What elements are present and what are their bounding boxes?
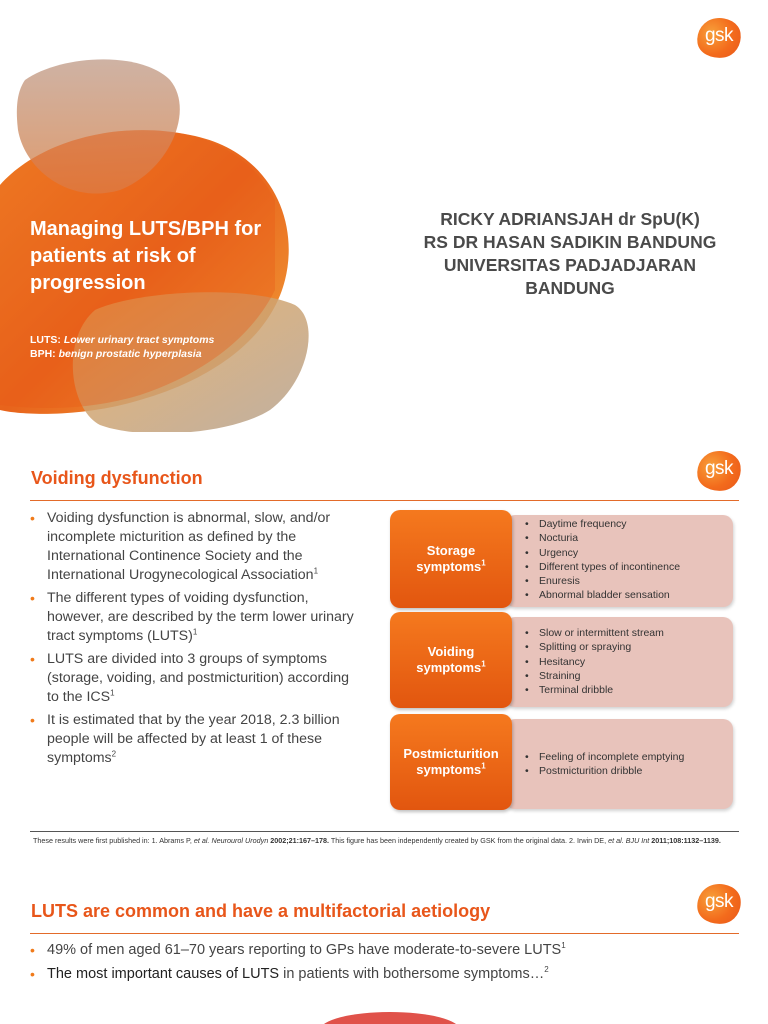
list-item: • Urgency bbox=[525, 546, 680, 560]
title-divider bbox=[30, 500, 739, 501]
title-divider bbox=[30, 933, 739, 934]
list-item: • Straining bbox=[525, 669, 664, 683]
reference-divider bbox=[30, 831, 739, 832]
postmicturition-symptoms-list bbox=[525, 750, 684, 779]
presenter-hospital: RS DR HASAN SADIKIN BANDUNG bbox=[423, 232, 717, 252]
list-item: • Feeling of incomplete emptying bbox=[525, 750, 684, 764]
list-item: • Enuresis bbox=[525, 574, 680, 588]
voiding-symptoms-list bbox=[525, 626, 664, 697]
presenter-city: BANDUNG bbox=[525, 278, 615, 298]
list-item: • Different types of incontinence bbox=[525, 560, 680, 574]
storage-symptoms-label: Storage symptoms$^1$ bbox=[390, 510, 512, 608]
list-item: • Daytime frequency bbox=[525, 517, 680, 531]
definition-meaning: Lower urinary tract symptoms bbox=[63, 334, 215, 346]
voiding-bullets bbox=[30, 509, 360, 768]
presenter-name: RICKY ADRIANSJAH dr SpU(K) bbox=[440, 209, 700, 229]
list-item: • Postmicturition dribble bbox=[525, 764, 684, 778]
list-item: • LUTS are divided into 3 groups of symptoms (storage, voiding, and postmicturition) according to the ICS$^1$ bbox=[30, 650, 360, 707]
presentation-title: Managing LUTS/BPH for patients at risk of progression bbox=[30, 218, 262, 294]
storage-symptoms-list bbox=[525, 517, 680, 603]
title-slide bbox=[0, 0, 768, 432]
definition-meaning: benign prostatic hyperplasia bbox=[58, 348, 202, 360]
presenter-university: UNIVERSITAS PADJADJARAN bbox=[443, 255, 697, 275]
slide-title-voiding: Voiding dysfunction bbox=[31, 468, 203, 488]
list-item: • The most important causes of LUTS in patients with bothersome symptoms…$^2$ bbox=[30, 962, 730, 986]
list-item: • Voiding dysfunction is abnormal, slow, and/or incomplete micturition as defined by the International Continence Society and the International Urogynecological Association$^1$ bbox=[30, 509, 360, 585]
bph-definition bbox=[30, 348, 290, 360]
postmicturition-symptoms-label: Postmicturition symptoms$^1$ bbox=[390, 714, 512, 810]
definition-abbr: LUTS: bbox=[30, 334, 61, 346]
list-item: • Abnormal bladder sensation bbox=[525, 588, 680, 602]
gsk-logo: gsk bbox=[697, 884, 741, 924]
luts-definition bbox=[30, 334, 290, 346]
list-item: • The different types of voiding dysfunction, however, are described by the term lower urinary tract symptoms (LUTS)$^1$ bbox=[30, 589, 360, 646]
slide-title-luts-common: LUTS are common and have a multifactorial aetiology bbox=[31, 901, 491, 921]
list-item: • Splitting or spraying bbox=[525, 640, 664, 654]
list-item: • 49% of men aged 61–70 years reporting to GPs have moderate-to-severe LUTS$^1$ bbox=[30, 938, 730, 962]
list-item: • Slow or intermittent stream bbox=[525, 626, 664, 640]
voiding-symptoms-label: Voiding symptoms$^1$ bbox=[390, 612, 512, 708]
definition-abbr: BPH: bbox=[30, 348, 56, 360]
references: These results were first published in: 1. Abrams P, et al. Neurourol Urodyn 2002;21:167–178. This figure has been independently created by GSK from the original data. 2. Irwin DE, et al. BJU Int 2011;108:1132–1139. bbox=[33, 836, 721, 845]
list-item: • It is estimated that by the year 2018, 2.3 billion people will be affected by at least 1 of these symptoms$^2$ bbox=[30, 711, 360, 768]
decorative-arc bbox=[300, 1008, 480, 1024]
list-item: • Nocturia bbox=[525, 531, 680, 545]
list-item: • Terminal dribble bbox=[525, 683, 664, 697]
gsk-logo: gsk bbox=[697, 18, 741, 58]
presenter-info bbox=[380, 208, 760, 300]
luts-common-bullets bbox=[30, 938, 730, 986]
gsk-logo: gsk bbox=[697, 451, 741, 491]
list-item: • Hesitancy bbox=[525, 655, 664, 669]
